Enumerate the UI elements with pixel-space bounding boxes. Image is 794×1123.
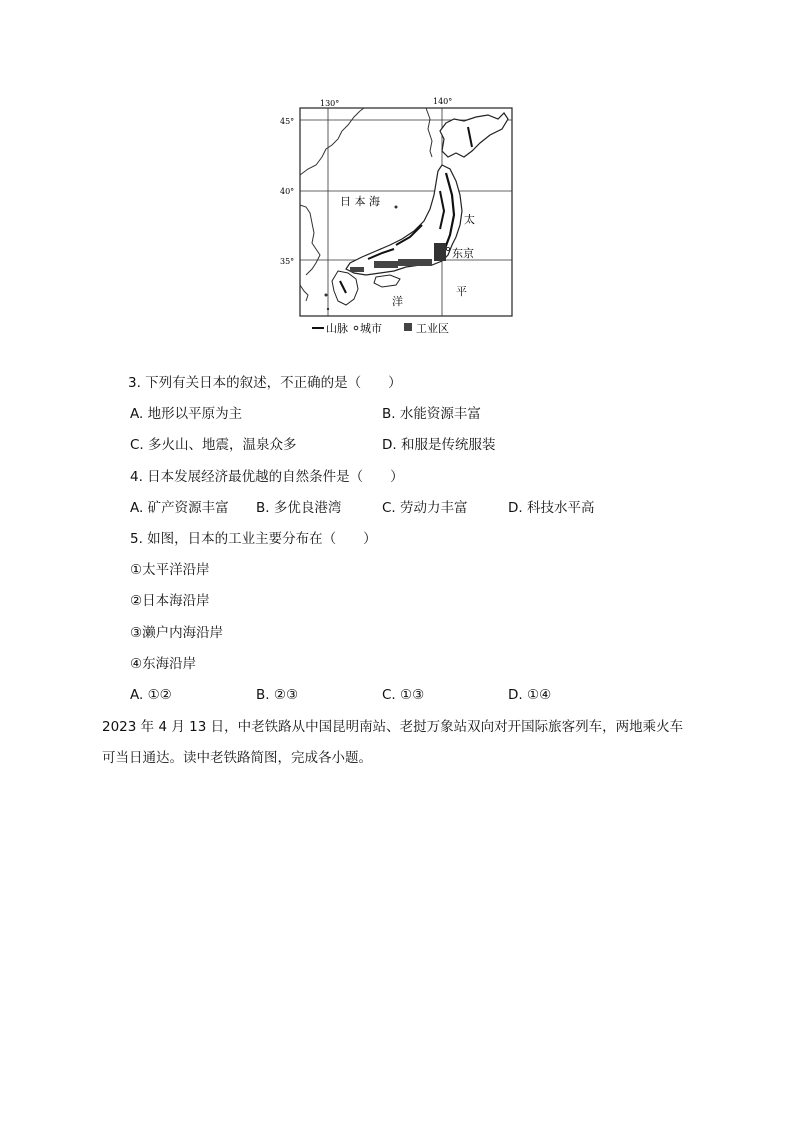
island-dot xyxy=(325,294,328,297)
question-5-item-3: ③濑户内海沿岸 xyxy=(130,625,224,641)
question-3-option-b[interactable]: B. 水能资源丰富 xyxy=(382,406,481,422)
question-5-option-c[interactable]: C. ①③ xyxy=(382,687,425,703)
island-dot xyxy=(327,308,329,310)
sado-island xyxy=(395,206,398,209)
japan-map-svg xyxy=(276,95,516,340)
shikoku xyxy=(374,275,400,287)
question-4-stem: 4. 日本发展经济最优越的自然条件是（ ） xyxy=(130,469,404,485)
lat-label-40: 40° xyxy=(280,187,295,196)
kyushu xyxy=(332,271,358,305)
industry-zone xyxy=(350,267,364,272)
question-3-option-d[interactable]: D. 和服是传统服装 xyxy=(382,437,496,453)
intro-line-1: 2023 年 4 月 13 日，中老铁路从中国昆明南站、老挝万象站双向对开国际旅客列车，两地乘火车 xyxy=(102,719,684,735)
label-pacific-2: 平 xyxy=(456,285,467,298)
lat-label-45: 45° xyxy=(280,117,295,126)
label-japan-sea: 日 本 海 xyxy=(340,195,380,208)
hokkaido xyxy=(440,113,508,157)
label-pacific-3: 洋 xyxy=(392,295,403,308)
legend-city-icon xyxy=(354,326,358,330)
legend-industry-label: 工业区 xyxy=(416,322,449,335)
japan-map xyxy=(276,95,516,340)
question-5-option-a[interactable]: A. ①② xyxy=(130,687,172,703)
question-5-item-4: ④东海沿岸 xyxy=(130,656,197,672)
question-3-option-a[interactable]: A. 地形以平原为主 xyxy=(130,406,243,422)
lon-label-130: 130° xyxy=(320,99,340,108)
legend-industry-icon xyxy=(404,323,412,331)
industry-zone xyxy=(398,259,432,266)
question-4-option-d[interactable]: D. 科技水平高 xyxy=(508,500,595,516)
industry-zone xyxy=(374,261,398,268)
sakhalin xyxy=(426,108,432,157)
asia-coastline xyxy=(300,108,364,275)
question-4-option-b[interactable]: B. 多优良港湾 xyxy=(256,500,342,516)
question-5-stem: 5. 如图，日本的工业主要分布在（ ） xyxy=(130,531,377,547)
intro-line-2: 可当日通达。读中老铁路简图，完成各小题。 xyxy=(102,750,372,766)
city-tokyo-dot xyxy=(446,247,449,250)
question-4-option-c[interactable]: C. 劳动力丰富 xyxy=(382,500,468,516)
question-4-option-a[interactable]: A. 矿产资源丰富 xyxy=(130,500,229,516)
legend-mountain-label: 山脉 xyxy=(326,322,348,335)
question-3-stem: 3. 下列有关日本的叙述，不正确的是（ ） xyxy=(128,375,402,391)
lat-label-35: 35° xyxy=(280,257,295,266)
label-tokyo: 东京 xyxy=(452,247,474,260)
korea-tip xyxy=(300,285,308,301)
question-5-item-2: ②日本海沿岸 xyxy=(130,593,210,609)
question-5-option-d[interactable]: D. ①④ xyxy=(508,687,552,703)
industry-zone-tokyo xyxy=(434,243,446,261)
label-pacific-1: 太 xyxy=(464,213,475,226)
lon-label-140: 140° xyxy=(433,97,453,106)
question-3-option-c[interactable]: C. 多火山、地震，温泉众多 xyxy=(130,437,297,453)
question-5-item-1: ①太平洋沿岸 xyxy=(130,562,210,578)
question-5-option-b[interactable]: B. ②③ xyxy=(256,687,299,703)
legend-city-label: 城市 xyxy=(360,322,382,335)
